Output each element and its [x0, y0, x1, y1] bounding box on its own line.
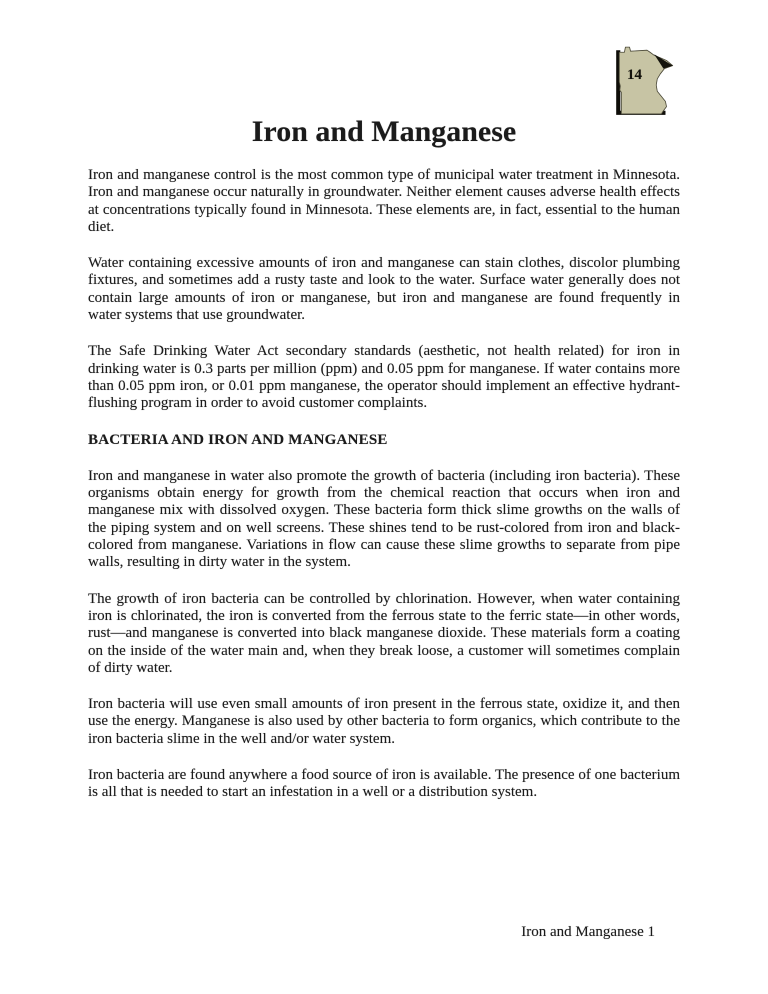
document-content — [88, 0, 680, 821]
paragraph: The Safe Drinking Water Act secondary standards (aesthetic, not health related) for iron in drinking water is 0.3 parts per million (ppm) and 0.05 ppm for manganese. If water contains more than 0.05 ppm iron, or 0.01 ppm manganese, the operator should implement an effective hydrant-flushing program in order to avoid customer complaints. — [88, 343, 680, 412]
paragraph: Iron bacteria are found anywhere a food source of iron is available. The presence of one bacterium is all that is needed to start an infestation in a well or a distribution system. — [88, 767, 680, 801]
page-footer: Iron and Manganese 1 — [521, 924, 655, 940]
paragraph: Iron bacteria will use even small amounts of iron present in the ferrous state, oxidize it, and then use the energy. Manganese is also used by other bacteria to form organics, which contribute to the iron bacteria slime in the well and/or water system. — [88, 696, 680, 747]
paragraph: The growth of iron bacteria can be controlled by chlorination. However, when water containing iron is chlorinated, the iron is converted from the ferrous state to the ferric state—in other words, rust—and manganese is converted into black manganese dioxide. These materials form a coating on the inside of the water main and, when they break loose, a customer will sometimes complain of dirty water. — [88, 590, 680, 676]
page-title: Iron and Manganese — [251, 115, 517, 148]
section-heading: BACTERIA AND IRON AND MANGANESE — [88, 431, 388, 448]
badge-number: 14 — [627, 67, 642, 83]
paragraph: Water containing excessive amounts of iron and manganese can stain clothes, discolor plumbing fixtures, and sometimes add a rusty taste and look to the water. Surface water generally does not contain large amounts of iron or manganese, but iron and manganese are found frequently in water systems that use groundwater. — [88, 255, 680, 324]
paragraph: Iron and manganese in water also promote the growth of bacteria (including iron bacteria). These organisms obtain energy for growth from the chemical reaction that occurs when iron and manganese mix with dissolved oxygen. These bacteria form thick slime growths on the walls of the piping system and on well screens. These shines tend to be rust-colored from iron and black-colored from manganese. Variations in flow can cause these slime growths to separate from pipe walls, resulting in dirty water in the system. — [88, 467, 680, 571]
paragraph: Iron and manganese control is the most common type of municipal water treatment in Minnesota. Iron and manganese occur naturally in groundwater. Neither element causes adverse health effects at concentrations typically found in Minnesota. These elements are, in fact, essential to the human diet. — [88, 167, 680, 235]
body-text — [88, 167, 680, 802]
